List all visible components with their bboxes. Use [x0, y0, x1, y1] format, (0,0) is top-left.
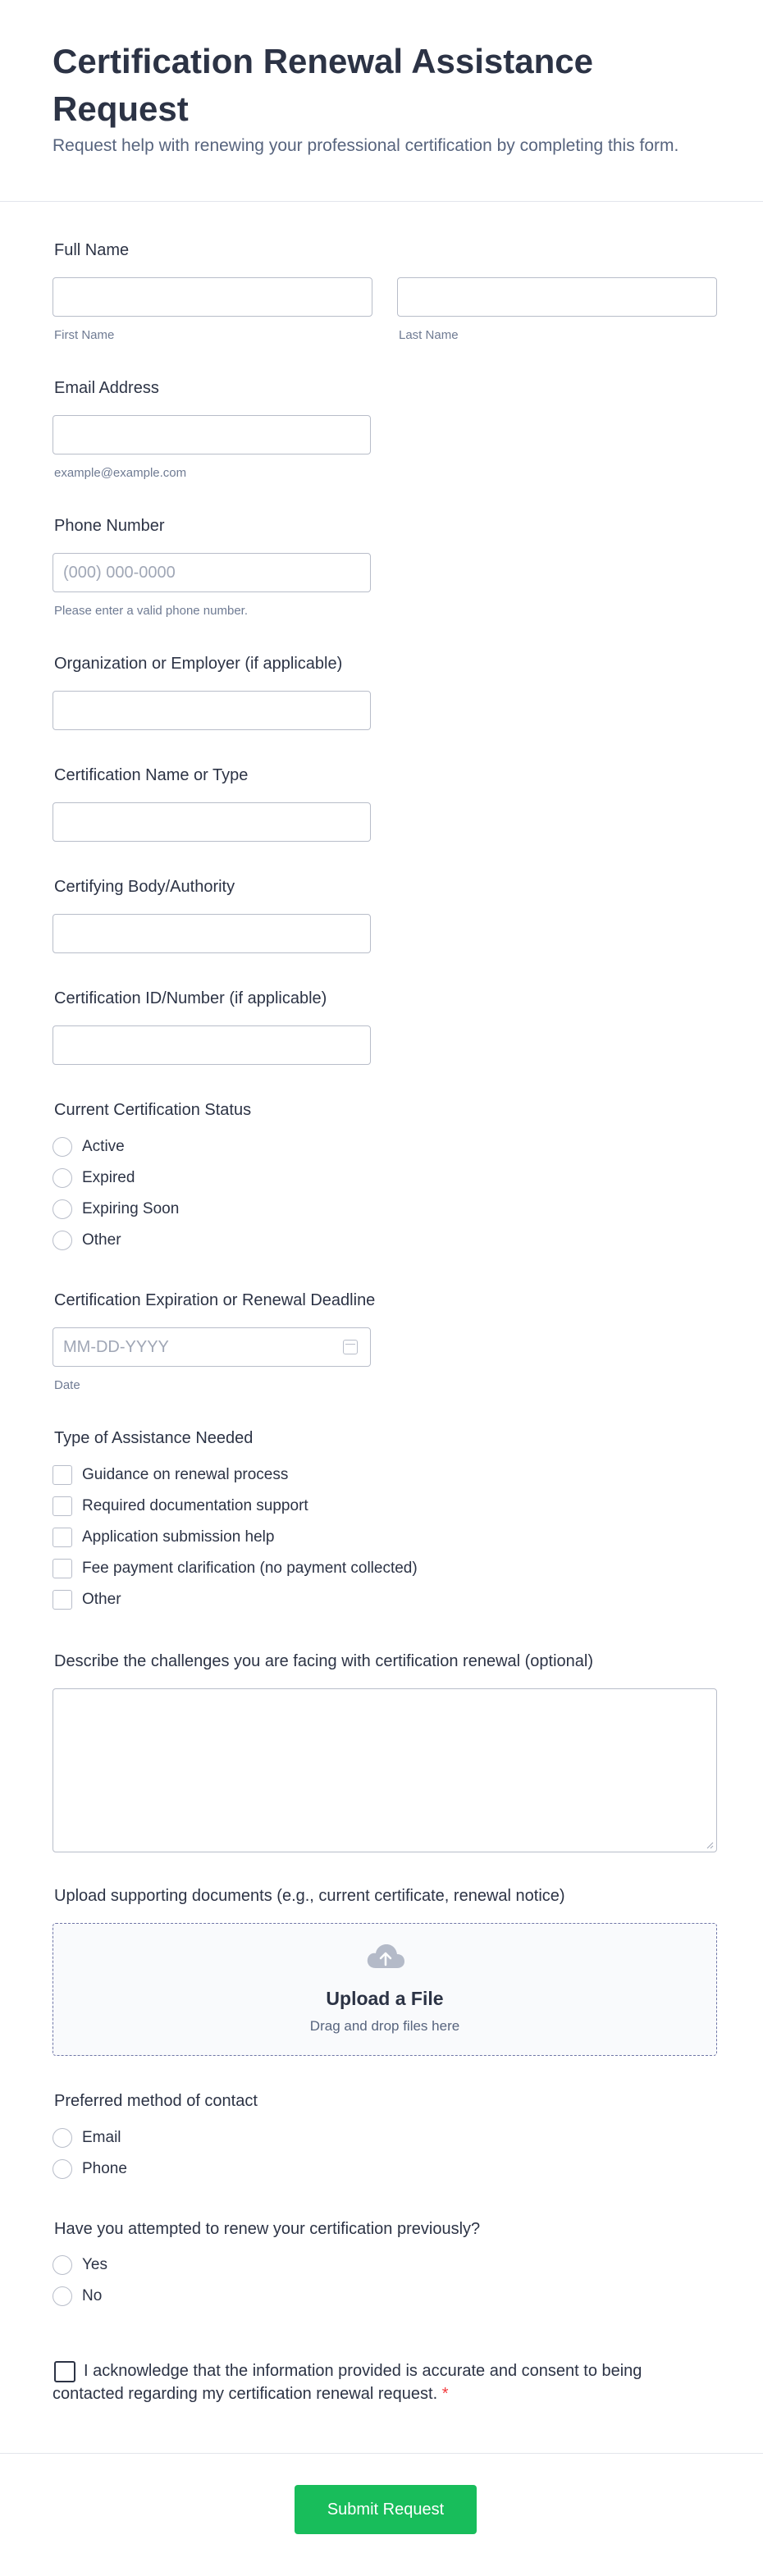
assistance-label: Type of Assistance Needed [54, 1429, 254, 1447]
assistance-option-documentation[interactable] [53, 1496, 308, 1517]
certification-name-input[interactable] [53, 802, 371, 842]
form-header [0, 0, 763, 202]
organization-input[interactable] [53, 691, 371, 730]
checkbox[interactable] [53, 1528, 72, 1547]
file-upload-dropzone[interactable] [53, 1923, 717, 2056]
contact-option-email[interactable] [53, 2127, 121, 2149]
option-label: Expired [82, 1169, 135, 1186]
radio-button[interactable] [53, 2159, 72, 2179]
assistance-option-submission[interactable] [53, 1527, 274, 1548]
consent-statement [53, 2359, 651, 2405]
resize-handle-icon[interactable] [706, 1841, 714, 1849]
option-label: Guidance on renewal process [82, 1466, 289, 1483]
submit-button[interactable]: Submit Request [295, 2485, 477, 2534]
option-label: No [82, 2287, 103, 2304]
email-input[interactable] [53, 415, 371, 454]
email-label: Email Address [54, 379, 159, 397]
option-label: Yes [82, 2256, 107, 2273]
certification-id-label: Certification ID/Number (if applicable) [54, 989, 327, 1007]
radio-button[interactable] [53, 2255, 72, 2275]
radio-button[interactable] [53, 1168, 72, 1188]
status-option-expiring-soon[interactable] [53, 1199, 179, 1220]
attempted-option-yes[interactable] [53, 2254, 107, 2276]
option-label: Active [82, 1138, 125, 1155]
certification-name-label: Certification Name or Type [54, 766, 249, 784]
option-label: Expiring Soon [82, 1200, 180, 1217]
phone-label: Phone Number [54, 517, 165, 535]
assistance-option-guidance[interactable] [53, 1464, 288, 1486]
checkbox[interactable] [53, 1496, 72, 1516]
attempted-option-no[interactable] [53, 2286, 102, 2307]
phone-input[interactable] [53, 553, 371, 592]
contact-method-label: Preferred method of contact [54, 2092, 258, 2110]
cloud-upload-icon [365, 1942, 406, 1973]
phone-sublabel: Please enter a valid phone number. [54, 604, 248, 618]
certification-id-input[interactable] [53, 1025, 371, 1065]
status-option-expired[interactable] [53, 1167, 135, 1189]
first-name-input[interactable] [53, 277, 372, 317]
radio-button[interactable] [53, 1137, 72, 1157]
certifying-body-input[interactable] [53, 914, 371, 953]
option-label: Other [82, 1231, 121, 1249]
option-label: Other [82, 1591, 121, 1608]
checkbox[interactable] [53, 1559, 72, 1578]
assistance-option-fee[interactable] [53, 1558, 418, 1579]
option-label: Email [82, 2129, 121, 2146]
challenges-textarea[interactable] [53, 1688, 717, 1852]
option-label: Phone [82, 2160, 127, 2177]
radio-button[interactable] [53, 1199, 72, 1219]
first-name-sublabel: First Name [54, 328, 115, 342]
page-subtitle: Request help with renewing your professional certification by completing this form. [53, 136, 679, 155]
email-sublabel: example@example.com [54, 466, 187, 480]
status-label: Current Certification Status [54, 1101, 252, 1119]
contact-option-phone[interactable] [53, 2158, 127, 2180]
full-name-label: Full Name [54, 241, 130, 259]
radio-button[interactable] [53, 1231, 72, 1250]
consent-text: I acknowledge that the information provided is accurate and consent to being contacted regarding my certification renewal request. [53, 2362, 642, 2403]
checkbox[interactable] [53, 1590, 72, 1610]
required-asterisk: * [441, 2385, 449, 2403]
form-footer-divider [0, 2453, 763, 2454]
option-label: Fee payment clarification (no payment collected) [82, 1560, 418, 1577]
deadline-date-input[interactable] [53, 1327, 371, 1367]
attempted-label: Have you attempted to renew your certification previously? [54, 2220, 481, 2238]
checkbox[interactable] [53, 1465, 72, 1485]
status-option-active[interactable] [53, 1136, 125, 1158]
deadline-label: Certification Expiration or Renewal Deadline [54, 1291, 376, 1309]
radio-button[interactable] [53, 2128, 72, 2148]
option-label: Application submission help [82, 1528, 275, 1546]
radio-button[interactable] [53, 2286, 72, 2306]
option-label: Required documentation support [82, 1497, 308, 1514]
deadline-sublabel: Date [54, 1378, 80, 1392]
challenges-label: Describe the challenges you are facing with certification renewal (optional) [54, 1652, 594, 1670]
calendar-icon[interactable] [343, 1340, 358, 1354]
last-name-input[interactable] [397, 277, 717, 317]
assistance-option-other[interactable] [53, 1589, 121, 1610]
upload-title: Upload a File [326, 1988, 444, 2009]
organization-label: Organization or Employer (if applicable) [54, 655, 343, 673]
status-option-other[interactable] [53, 1230, 121, 1251]
last-name-sublabel: Last Name [399, 328, 459, 342]
upload-label: Upload supporting documents (e.g., current certificate, renewal notice) [54, 1887, 565, 1905]
upload-subtitle: Drag and drop files here [309, 2018, 460, 2034]
page-title: Certification Renewal Assistance Request [53, 42, 593, 128]
certifying-body-label: Certifying Body/Authority [54, 878, 235, 896]
